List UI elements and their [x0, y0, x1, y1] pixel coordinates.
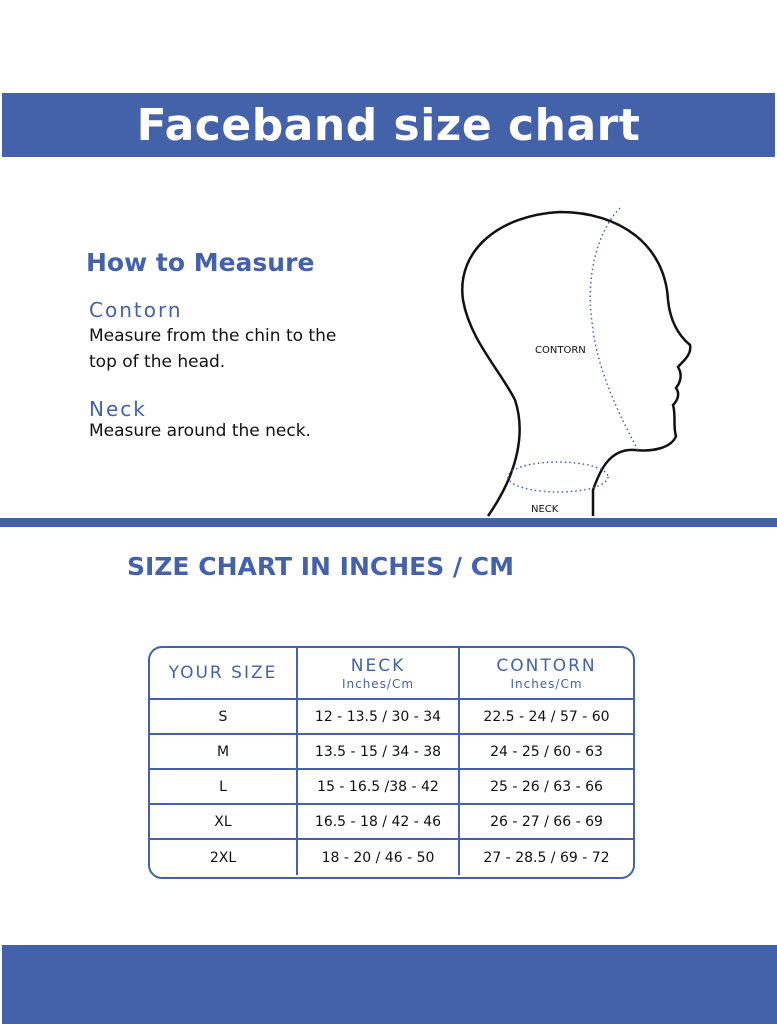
neck-dotted-line — [508, 462, 608, 492]
table-row — [150, 700, 633, 735]
how-to-measure-title: How to Measure — [86, 248, 315, 277]
header-contorn-label: CONTORN — [496, 655, 597, 676]
size-cell: S — [150, 700, 298, 733]
contorn-cell: 26 - 27 / 66 - 69 — [490, 813, 603, 830]
neck-cell: 16.5 - 18 / 42 - 46 — [298, 805, 460, 838]
contorn-dotted-line — [590, 208, 638, 450]
contorn-cell: 24 - 25 / 60 - 63 — [490, 743, 603, 760]
neck-label: Neck — [89, 397, 147, 421]
header-your-size — [150, 648, 298, 698]
contorn-cell: 25 - 26 / 63 - 66 — [490, 778, 603, 795]
size-cell: XL — [150, 805, 298, 838]
neck-cell: 15 - 16.5 /38 - 42 — [298, 770, 460, 803]
table-row — [150, 735, 633, 770]
head-measurement-illustration — [440, 195, 720, 525]
contorn-label: Contorn — [89, 298, 183, 322]
header-contorn — [460, 648, 633, 698]
header-neck-label: NECK — [350, 655, 406, 676]
contorn-description-line-1: Measure from the chin to the — [89, 326, 337, 346]
size-cell: M — [150, 735, 298, 768]
footer-band — [2, 945, 777, 1024]
neck-cell: 18 - 20 / 46 - 50 — [298, 840, 460, 875]
neck-cell: 13.5 - 15 / 34 - 38 — [298, 735, 460, 768]
size-cell: L — [150, 770, 298, 803]
header-neck-unit: Inches/Cm — [341, 676, 415, 691]
neck-cell: 12 - 13.5 / 30 - 34 — [298, 700, 460, 733]
head-outline — [462, 212, 690, 516]
contorn-description-line-2: top of the head. — [89, 352, 226, 372]
size-cell: 2XL — [150, 840, 298, 875]
header-neck — [298, 648, 460, 698]
contorn-description — [89, 323, 336, 375]
table-row — [150, 770, 633, 805]
title-banner — [2, 93, 775, 157]
contorn-cell: 27 - 28.5 / 69 - 72 — [483, 849, 610, 866]
table-header-row — [150, 648, 633, 700]
table-row — [150, 840, 633, 875]
size-chart-heading: SIZE CHART IN INCHES / CM — [127, 552, 514, 581]
size-chart-table — [148, 646, 635, 879]
table-row — [150, 805, 633, 840]
section-divider — [0, 518, 777, 527]
header-your-size-label: YOUR SIZE — [168, 663, 278, 683]
contorn-cell: 22.5 - 24 / 57 - 60 — [483, 708, 610, 725]
neck-description: Measure around the neck. — [89, 421, 311, 441]
header-contorn-unit: Inches/Cm — [510, 676, 583, 691]
contorn-figure-label: CONTORN — [535, 345, 586, 356]
neck-figure-label: NECK — [531, 504, 559, 515]
page-title: Faceband size chart — [136, 99, 641, 151]
